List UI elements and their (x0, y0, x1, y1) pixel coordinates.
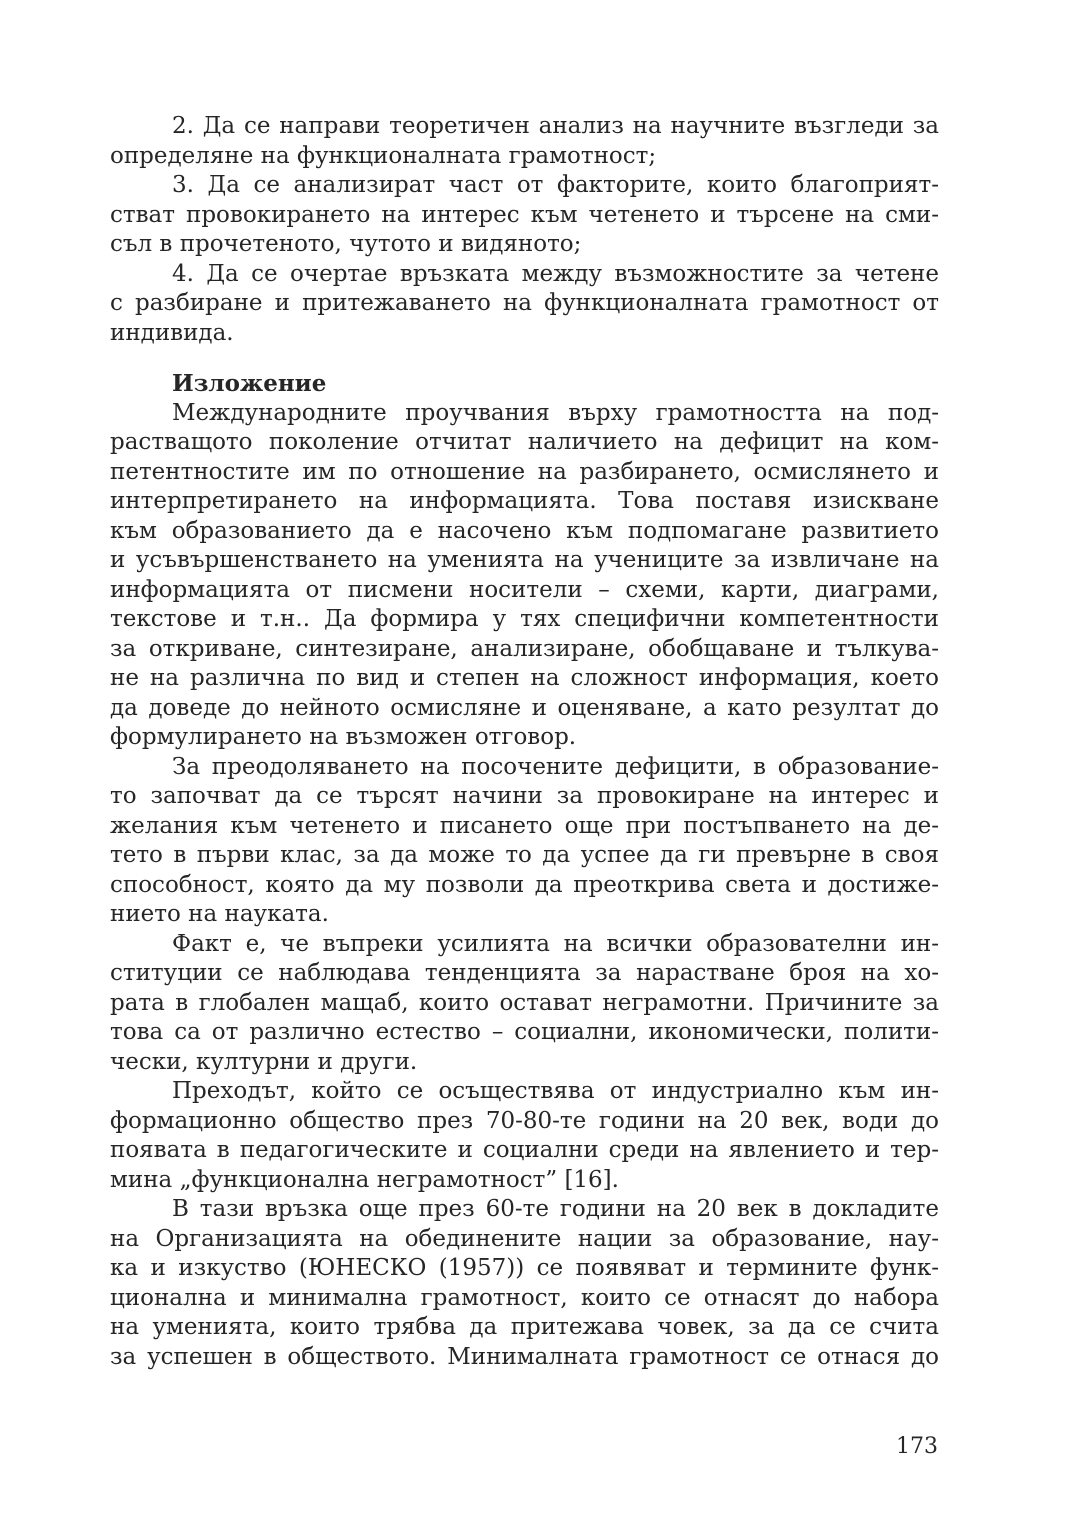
text-line: стват провокирането на интерес към четенето и търсене на сми- (110, 201, 939, 228)
text-line: съл в прочетеното, чутото и видяното; (110, 231, 582, 257)
text-line: Факт е, че въпреки усилията на всички образователни ин- (172, 930, 939, 957)
text-line: формулирането на възможен отговор. (110, 724, 577, 750)
text-line: тето в първи клас, за да може то да успее да ги превърне в своя (110, 842, 939, 868)
text-line: за откриване, синтезиране, анализиране, обобщаване и тълкува- (110, 635, 939, 662)
text-line: не на различна по вид и степен на сложност информация, което (110, 665, 939, 691)
text-line: За преодоляването на посочените дефицити, в образование- (172, 753, 939, 780)
text-line: 3. Да се анализират част от факторите, които благоприят- (172, 172, 939, 198)
text-line: желания към четенето и писането още при постъпването на де- (110, 812, 939, 839)
text-line: с разбиране и притежаването на функционалната грамотност от (110, 290, 939, 316)
text-line: растващото поколение отчитат наличието на дефицит на ком- (110, 429, 939, 455)
section-heading: Изложение (172, 370, 327, 397)
text-line: на уменията, които трябва да притежава човек, за да се счита (110, 1314, 939, 1340)
text-line: на Организацията на обединените нации за образование, нау- (110, 1225, 939, 1252)
text-line: рата в глобален мащаб, които остават неграмотни. Причините за (110, 989, 939, 1016)
text-line: способност, която да му позволи да преоткрива света и достиже- (110, 871, 939, 898)
text-line: 2. Да се направи теоретичен анализ на научните възгледи за (172, 113, 939, 139)
text-line: информацията от писмени носители – схеми, карти, диаграми, (110, 576, 939, 603)
text-line: мина „функционална неграмотност” [16]. (110, 1166, 619, 1193)
text-line: определяне на функционалната грамотност; (110, 142, 657, 169)
text-line: В тази връзка още през 60-те години на 20 век в докладите (172, 1196, 939, 1222)
text-line: ционална и минимална грамотност, които се отнасят до набора (110, 1284, 939, 1311)
page-number: 173 (896, 1434, 938, 1459)
text-line: то започват да се търсят начини за провокиране на интерес и (110, 783, 939, 809)
text-line: да доведе до нейното осмисляне и оценяване, а като резултат до (110, 694, 939, 721)
body-text (110, 112, 939, 1372)
text-line: Международните проучвания върху грамотността на под- (172, 399, 939, 426)
text-line: 4. Да се очертае връзката между възможностите за четене (172, 260, 939, 287)
text-line: и усъвършенстването на уменията на учениците за извличане на (110, 547, 939, 573)
text-line: за успешен в обществото. Минималната грамотност се отнася до (110, 1343, 939, 1370)
text-line: чески, културни и други. (110, 1048, 418, 1075)
text-line: към образованието да е насочено към подпомагане развитието (110, 517, 939, 544)
text-line: формационно общество през 70-80-те години на 20 век, води до (110, 1107, 939, 1134)
text-line: нието на науката. (110, 901, 329, 927)
text-line: индивида. (110, 319, 234, 346)
text-line: появата в педагогическите и социални среди на явлението и тер- (110, 1137, 939, 1163)
text-line: това са от различно естество – социални, икономически, полити- (110, 1019, 939, 1045)
text-line: петентностите им по отношение на разбирането, осмислянето и (110, 458, 939, 485)
text-line: интерпретирането на информацията. Това поставя изискване (110, 488, 939, 514)
text-line: Преходът, който се осъществява от индустриално към ин- (172, 1078, 939, 1104)
paragraph-gap (110, 348, 939, 369)
text-line: ка и изкуство (ЮНЕСКО (1957)) се появяват и термините функ- (110, 1255, 939, 1281)
text-line: текстове и т.н.. Да формира у тях специфични компетентности (110, 606, 939, 632)
text-line: ституции се наблюдава тенденцията за нарастване броя на хо- (110, 960, 939, 986)
